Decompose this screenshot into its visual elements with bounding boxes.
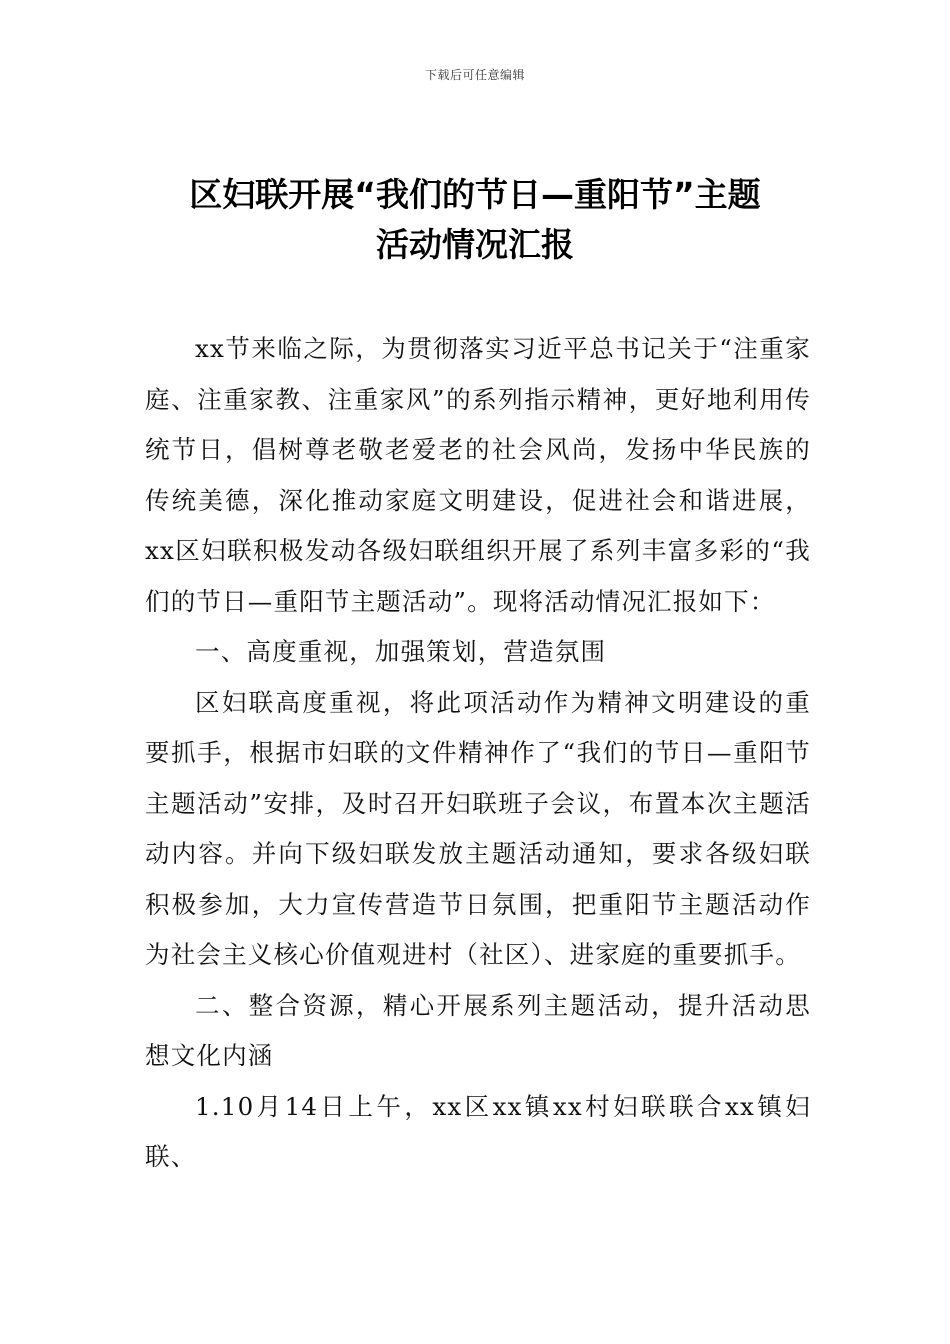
document-title	[120, 170, 830, 270]
document-body	[145, 324, 811, 1183]
section-heading-2: 二、整合资源，精心开展系列主题活动，提升活动思想文化内涵	[145, 990, 811, 1070]
intro-paragraph: xx节来临之际，为贯彻落实习近平总书记关于“注重家庭、注重家教、注重家风”的系列指示精神，更好地利用传统节日，倡树尊老敬老爱老的社会风尚，发扬中华民族的传统美德，深化推动家庭文明建设，促进社会和谐进展，xx区妇联积极发动各级妇联组织开展了系列丰富多彩的“我们的节日—重阳节主题活动”。现将活动情况汇报如下：	[145, 334, 811, 616]
title-line-2: 活动情况汇报	[376, 225, 574, 264]
title-line-1: 区妇联开展“我们的节日—重阳节”主题	[189, 175, 761, 214]
section-heading-1: 一、高度重视，加强策划，营造氛围	[195, 637, 607, 666]
section-2-item-1: 1.10月14日上午，xx区xx镇xx村妇联联合xx镇妇联、	[145, 1091, 811, 1171]
section-1-paragraph: 区妇联高度重视，将此项活动作为精神文明建设的重要抓手，根据市妇联的文件精神作了“我们的节日—重阳节主题活动”安排，及时召开妇联班子会议，布置本次主题活动内容。并向下级妇联发放主题活动通知，要求各级妇联积极参加，大力宣传营造节日氛围，把重阳节主题活动作为社会主义核心价值观进村（社区）、进家庭的重要抓手。	[145, 687, 811, 969]
download-note: 下载后可任意编辑	[424, 68, 525, 82]
